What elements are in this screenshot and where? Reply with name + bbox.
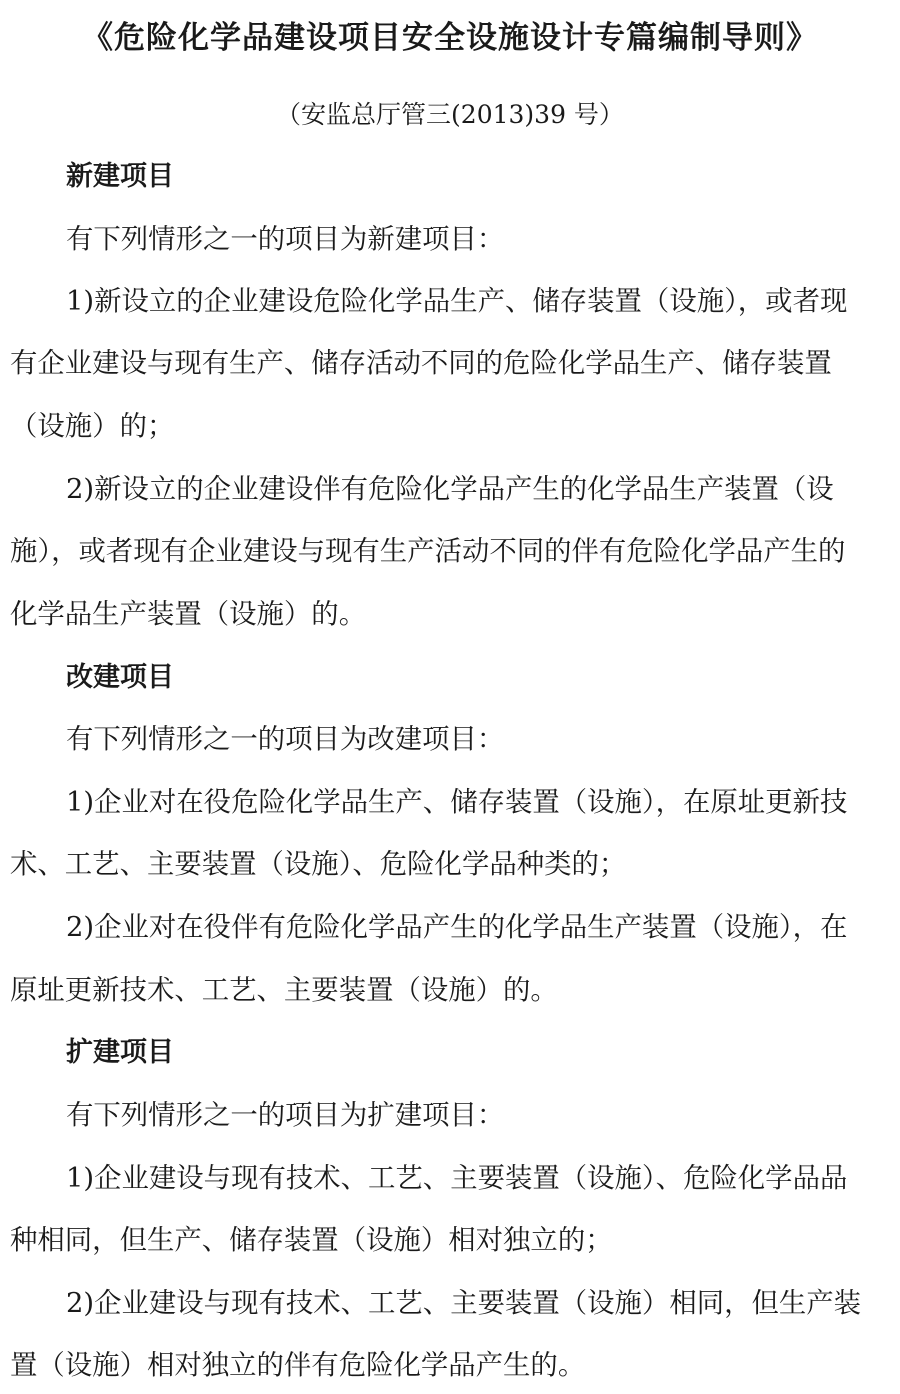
paragraph-line: 1)企业建设与现有技术、工艺、主要装置（设施）、危险化学品品 <box>66 1163 848 1194</box>
section-intro-expand: 有下列情形之一的项目为扩建项目： <box>66 1100 505 1131</box>
paragraph-line: 施），或者现有企业建设与现有生产活动不同的伴有危险化学品产生的 <box>10 536 846 567</box>
paragraph-line: 2)企业建设与现有技术、工艺、主要装置（设施）相同，但生产装 <box>66 1288 862 1319</box>
section-intro-rebuild: 有下列情形之一的项目为改建项目： <box>66 724 505 755</box>
paragraph-line: 化学品生产装置（设施）的。 <box>10 599 367 630</box>
paragraph-line: 置（设施）相对独立的伴有危险化学品产生的。 <box>10 1350 586 1381</box>
section-intro-new: 有下列情形之一的项目为新建项目： <box>66 224 505 255</box>
section-heading-expand: 扩建项目 <box>66 1037 174 1068</box>
paragraph-line: 有企业建设与现有生产、储存活动不同的危险化学品生产、储存装置 <box>10 348 832 379</box>
paragraph-line: 1)新设立的企业建设危险化学品生产、储存装置（设施），或者现 <box>66 286 848 317</box>
section-heading-new: 新建项目 <box>66 161 174 192</box>
paragraph-line: （设施）的； <box>10 411 175 442</box>
document-title: 《危险化学品建设项目安全设施设计专篇编制导则》 <box>82 20 818 56</box>
section-heading-rebuild: 改建项目 <box>66 662 174 693</box>
paragraph-line: 1)企业对在役危险化学品生产、储存装置（设施），在原址更新技 <box>66 787 848 818</box>
paragraph-line: 2)新设立的企业建设伴有危险化学品产生的化学品生产装置（设 <box>66 474 834 505</box>
paragraph-line: 原址更新技术、工艺、主要装置（设施）的。 <box>10 975 558 1006</box>
paragraph-line: 种相同，但生产、储存装置（设施）相对独立的； <box>10 1225 613 1256</box>
document-subtitle: （安监总厅管三(2013)39 号） <box>276 100 624 129</box>
paragraph-line: 术、工艺、主要装置（设施）、危险化学品种类的； <box>10 849 627 880</box>
paragraph-line: 2)企业对在役伴有危险化学品产生的化学品生产装置（设施），在 <box>66 912 848 943</box>
